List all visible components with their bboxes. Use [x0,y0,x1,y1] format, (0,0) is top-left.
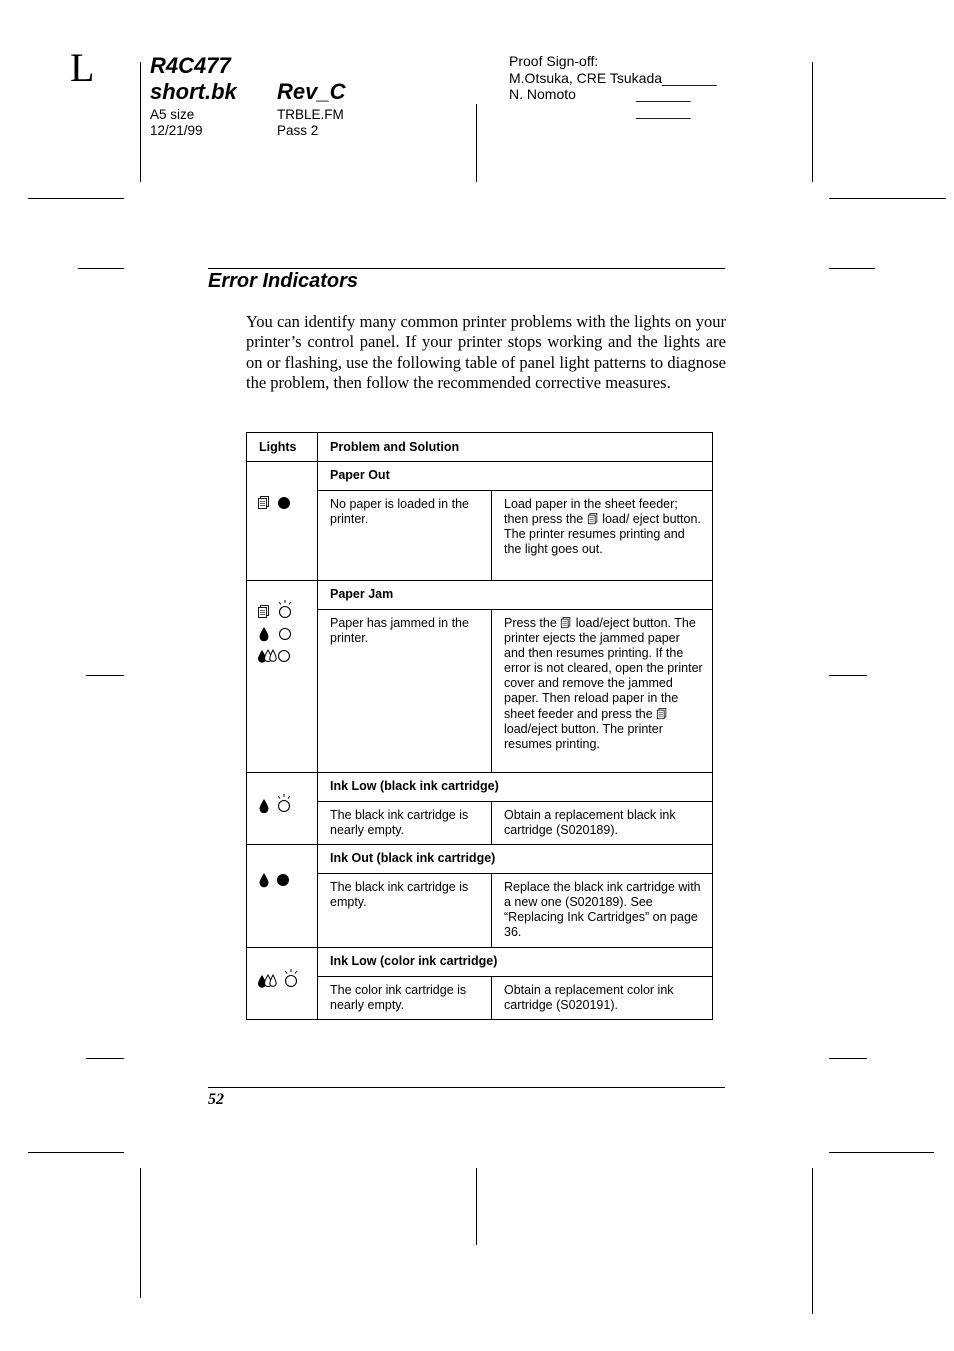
crop-mark [28,1152,124,1153]
proof-blank-3: _______ [636,103,691,119]
light-off-icon [278,627,292,641]
section-title: Error Indicators [208,270,359,292]
crop-mark [829,198,946,199]
paper-icon [257,605,271,619]
doc-code: R4C477 [150,53,231,78]
doc-date: 12/21/99 [150,123,203,138]
light-off-icon [277,649,291,663]
light-on-icon [277,496,291,510]
crop-mark [829,1058,867,1059]
problem-text: No paper is loaded in the printer. [318,491,492,581]
problem-text: The black ink cartridge is nearly empty. [318,802,492,845]
crop-mark [86,1058,124,1059]
doc-size: A5 size [150,107,195,122]
crop-mark [476,104,477,182]
solution-text: Obtain a replacement black ink cartridge (S020189). [492,802,713,845]
light-flashing-icon [277,599,293,619]
row-title-paper-out: Paper Out [318,462,713,491]
lights-ink-out-black [247,845,318,947]
light-on-icon [276,873,290,887]
page-number: 52 [208,1091,224,1108]
solution-text: Load paper in the sheet feeder; then press the load/ eject button. The printer resumes printing and the light goes out. [492,491,713,581]
table-row [247,947,713,976]
row-title-ink-low-color: Ink Low (color ink cartridge) [318,947,713,976]
table-row [247,581,713,610]
lights-ink-low-black [247,773,318,845]
col-header-problem: Problem and Solution [318,433,713,462]
heading-rule [208,268,725,269]
table-row [247,773,713,802]
solution-text: Obtain a replacement color ink cartridge (S020191). [492,976,713,1019]
light-flashing-icon [276,793,292,813]
problem-text: The black ink cartridge is empty. [318,874,492,947]
intro-paragraph: You can identify many common printer problems with the lights on your printer’s control panel. If your printer stops working and the lights are on or flashing, use the following table of panel light patterns to diagnose the problem, then follow the recommended corrective measures. [246,312,726,392]
error-indicators-table [246,432,713,1020]
col-header-lights: Lights [247,433,318,462]
proof-line-1: M.Otsuka, CRE Tsukada_______ [509,70,717,86]
color-ink-icon [257,973,277,989]
row-title-paper-jam: Paper Jam [318,581,713,610]
doc-rev: Rev_C [277,79,346,104]
crop-mark [829,268,875,269]
color-ink-icon [257,648,277,664]
table-row [247,845,713,874]
proof-title: Proof Sign-off: [509,53,599,69]
table-row [247,462,713,491]
light-flashing-icon [283,968,299,988]
crop-mark [78,268,124,269]
doc-book: short.bk [150,79,237,104]
paper-icon [257,496,271,510]
paper-icon [560,617,572,629]
corner-letter: L [70,45,95,90]
paper-icon [587,513,599,525]
row-title-ink-low-black: Ink Low (black ink cartridge) [318,773,713,802]
black-ink-icon [258,872,270,888]
lights-ink-low-color [247,947,318,1019]
crop-mark [28,198,124,199]
crop-mark [812,1168,813,1314]
crop-mark [829,1152,934,1153]
problem-text: Paper has jammed in the printer. [318,610,492,773]
solution-text: Replace the black ink cartridge with a new one (S020189). See “Replacing Ink Cartridges” on page 36. [492,874,713,947]
black-ink-icon [258,626,270,642]
table-header-row [247,433,713,462]
crop-mark [812,62,813,182]
crop-mark [86,675,124,676]
crop-mark [140,62,141,182]
solution-text: Press the load/eject button. The printer ejects the jammed paper and then resumes printing. If the error is not cleared, open the printer cover and remove the jammed paper. Then reload paper in the sheet feeder and press the load/eject button. The printer resumes printing. [492,610,713,773]
black-ink-icon [258,798,270,814]
paper-icon [656,708,668,720]
doc-file: TRBLE.FM [277,107,344,122]
row-title-ink-out-black: Ink Out (black ink cartridge) [318,845,713,874]
crop-mark [140,1168,141,1298]
lights-paper-jam [247,581,318,773]
crop-mark [829,675,867,676]
footer-rule [208,1087,725,1088]
crop-mark [476,1168,477,1245]
doc-pass: Pass 2 [277,123,319,138]
lights-paper-out [247,462,318,581]
proof-blank-2: _______ [636,86,691,102]
proof-line-2: N. Nomoto [509,86,576,102]
problem-text: The color ink cartridge is nearly empty. [318,976,492,1019]
